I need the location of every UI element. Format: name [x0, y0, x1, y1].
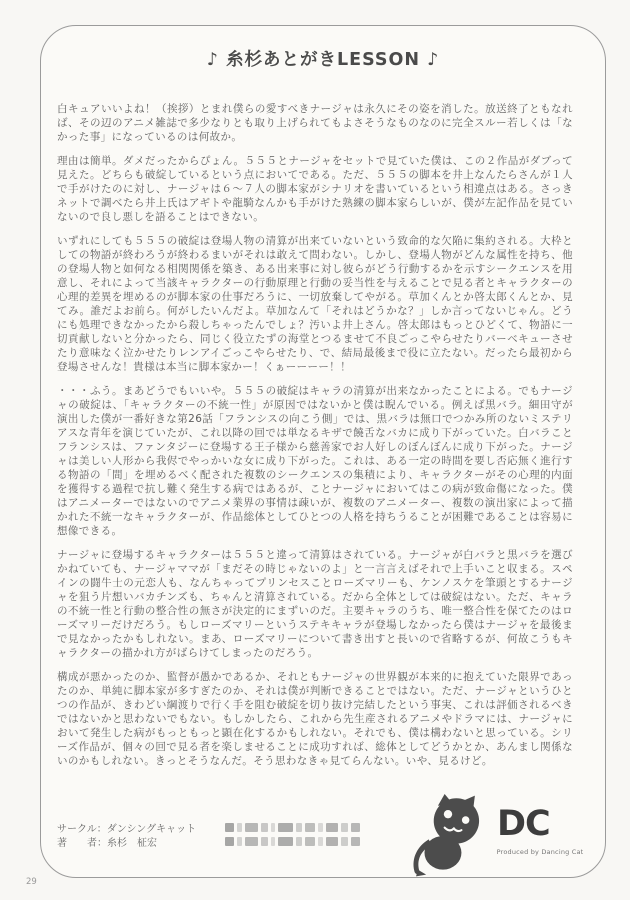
page-title: ♪ 糸杉あとがきLESSON ♪ — [206, 50, 440, 70]
afterword-paragraph: いずれにしても５５５の破綻は登場人物の清算が出来ていないという致命的な欠陥に集約される。大枠としての物語が終わろうが終わるまいがそれは敢えて問わない。しかし、登場人物がどんな属性を持ち、他の登場人物と如何なる相関関係を築き、ある出来事に対し彼らがどう行動するかを示すシークエンスを用意し、それによって当該キャラクターの行動原理と行動の妥当性を与えることで見る者とキャラクターの心理的差異を埋めるのが脚本家の仕事だろうに、一切放棄してやがる。草加くんとか啓太郎くんとか、見てみ。誰だよお前ら。何がしたいんだよ。草加なんて「それはどうかな？」しか言ってないじゃん。どうにも処理できなかったから殺しちゃったんでしょ？汚いよ井上さん。啓太郎はもっとひどくて、物語に一切貢献しないと分かったら、同じく役立たずの海堂とつるませて不良ごっこやらせたりバーベキューさせたり意味なく泣かせたりレンアイごっこやらせたり、で、結局最後まで役に立たない。だったら最初から登場させんな！貴様は本当に脚本家かー！くぁーーーー！！ — [57, 235, 573, 373]
author-credit-row — [57, 834, 457, 848]
afterword-body — [57, 102, 573, 778]
author-label: 著 者：糸杉 柾宏 — [57, 837, 157, 849]
dc-logo: DC — [497, 804, 550, 844]
page-number: 29 — [26, 877, 37, 887]
cat-mascot-icon — [406, 792, 490, 880]
afterword-paragraph: ・・・ふう。まあどうでもいいや。５５５の破綻はキャラの清算が出来なかったことによる。でもナージャの破綻は、「キャラクターの不統一性」が原因ではないかと僕は睨んでいる。例えば黒バラ。細田守が演出した僕が一番好きな第26話「フランシスの向こう側」では、黒バラは無口でつかみ所のないミステリアスな青年を演じていたが、これ以降の回では単なるキザで饒舌なバカに成り下がっていた。白バラことフランシスは、ファンタジーに登場する王子様から慈善家でお人好しのぼんぼんに成り下がった。ナージャは美しい人形から我侭でやっかいな女に成り下がった。これは、ある一定の時間を要し否応無く進行する物語の「間」を埋めるべく配された複数のシークエンスの集積により、キャラクターがその心理的内面を獲得する過程で抗し難く発生する病ではあるが、ことナージャにおいてはこの病が致命傷になった。僕はアニメーターではないのでアニメ業界の事情は疎いが、複数のアニメーター、複数の演出家によって描かれた不統一なキャラクターが、作品総体としてひとつの人格を持ちうることが困難であることは容易に想像できる。 — [57, 385, 573, 537]
afterword-paragraph: 理由は簡単。ダメだったからぴょん。５５５とナージャをセットで見ていた僕は、この２作品がダブって見えた。どちらも破綻しているという点においてである。ただ、５５５の脚本を井上なんたらさんが１人で手がけたのに対し、ナージャは６〜７人の脚本家がシナリオを書いているという相違点はある。さっきネットで調べたら井上氏はアギトや龍騎なんかも手がけた熟練の脚本家らしいが、僕が左記作品を見ていないので良し悪しを語ることはできない。 — [57, 155, 573, 223]
credits-footer — [57, 820, 457, 848]
afterword-paragraph: 白キュアいいよね！（挨拶）とまれ僕らの愛すべきナージャは永久にその姿を消した。放送終了ともなれば、その辺のアニメ雑誌で多少なりとも取り上げられてもよさそうなものなのに完全スルー若しくは「なかった事」になっているのは何故か。 — [57, 103, 573, 143]
afterword-paragraph: 構成が悪かったのか、監督が愚かであるか、それともナージャの世界観が本来的に抱えていた限界であったのか、単純に脚本家が多すぎたのか、それは僕が判断できることではない。ただ、ナージャというひとつの作品が、きわどい綱渡りで行く手を阻む破綻を切り抜け完結したという事実、これは評価されるべきではないかと思わないでもない。もしかしたら、これから先生産されるアニメやドラマには、ナージャにおいて発生した病がもっともっと顕在化するかもしれない。それでも、僕は構わないと思っている。シリーズ作品が、個々の回で見る者を楽しませることに成功すれば、総体としてどうかとか、あんまし関係ないのかもしれない。きっとそうなんだ。そう思わなきゃ見てらんない。いや、見るけど。 — [57, 671, 573, 767]
circle-label: サークル：ダンシングキャット — [57, 823, 197, 835]
dc-logo-caption: Produced by Dancing Cat — [496, 848, 584, 856]
circle-credit-row — [57, 820, 457, 834]
afterword-paragraph: ナージャに登場するキャラクターは５５５と違って清算はされている。ナージャが白バラと黒バラを選びかねていても、ナージャママが「まだその時じゃないのよ」と一言言えばそれで上手いこと収まる。スペインの闘牛士の元恋人も、なんちゃってプリンセスことローズマリーも、ケンノスケを筆頭とするナージャを狙う片想いバカチンズも、ちゃんと清算されている。だから全体としては破綻はない。ただ、キャラの不統一性と行動の整合性の無さが決定的にまずいのだ。主要キャラのうち、唯一整合性を保てたのはローズマリーだけだろう。もしローズマリーというステキキャラが登場しなかったら僕はナージャを最後まで見なかったかもしれない。まあ、ローズマリーについて書き出すと長いので省略するが、何故こうもキャラクターの描かれ方がばらけてしまったのだろう。 — [57, 549, 573, 659]
censored-contact-mosaic — [225, 836, 360, 846]
censored-contact-mosaic — [225, 822, 360, 832]
